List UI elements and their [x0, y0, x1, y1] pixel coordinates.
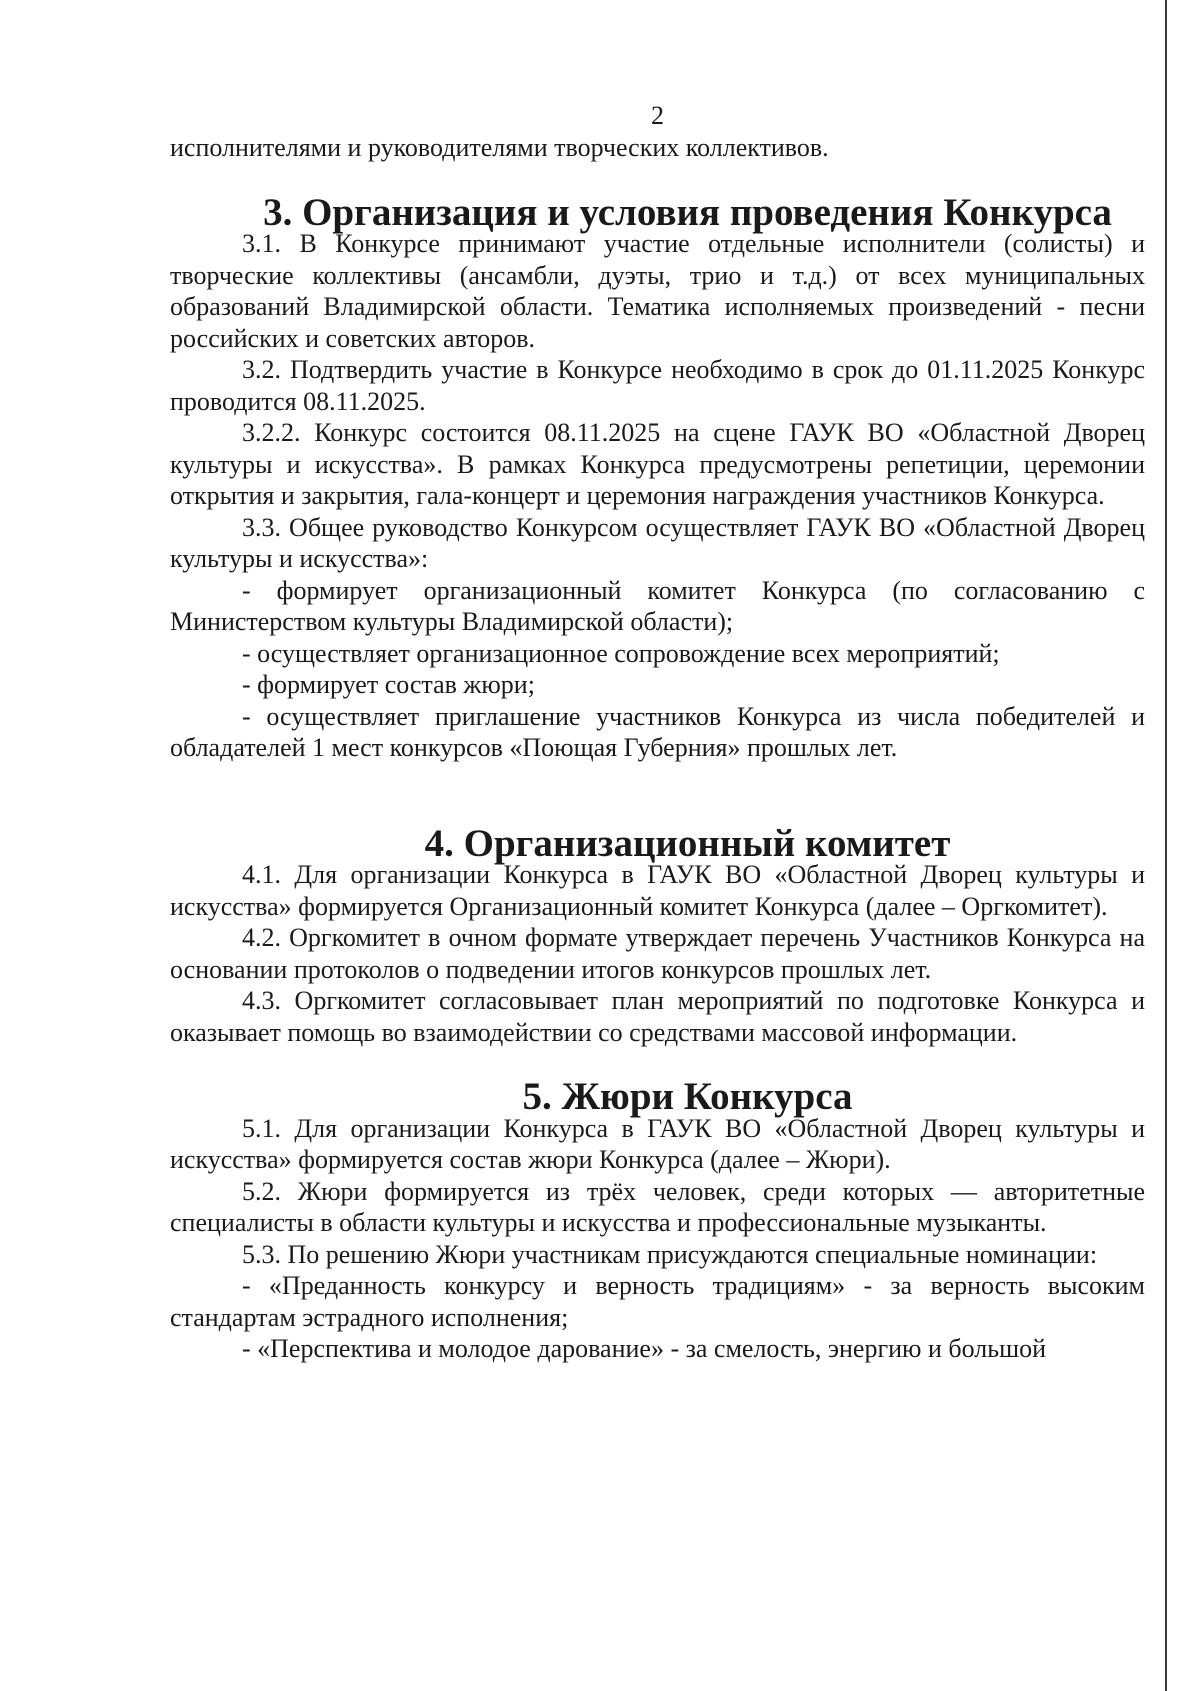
section-4-title: 4. Организационный комитет [424, 821, 951, 865]
paragraph-5-1: 5.1. Для организации Конкурса в ГАУК ВО «Областной Дворец культуры и искусства» формируется состав жюри Конкурса (далее – Жюри). [170, 1113, 1145, 1174]
list-item-nomination-tradition: - «Преданность конкурсу и верность традициям» - за верность высоким стандартам эстрадного исполнения; [170, 1271, 1145, 1332]
paragraph-5-3: 5.3. По решению Жюри участникам присуждаются специальные номинации: [242, 1239, 1098, 1269]
document-page [170, 100, 1145, 1365]
scan-page-edge [1165, 0, 1167, 1691]
paragraph-3-1: 3.1. В Конкурсе принимают участие отдельные исполнители (солисты) и творческие коллективы (ансамбли, дуэты, трио и т.д.) от всех муниципальных образований Владимирской области. Тематика исполняемых произведений - песни российских и советских авторов. [170, 229, 1145, 353]
list-item-nomination-perspective: - «Перспектива и молодое дарование» - за смелость, энергию и большой [242, 1334, 1047, 1363]
list-item-orgcommittee: - формирует организационный комитет Конкурса (по согласованию с Министерством культуры Владимирской области); [170, 575, 1145, 636]
paragraph-5-2: 5.2. Жюри формируется из трёх человек, среди которых — авторитетные специалисты в области культуры и искусства и профессиональные музыканты. [170, 1176, 1145, 1237]
paragraph-3-2-2: 3.2.2. Конкурс состоится 08.11.2025 на сцене ГАУК ВО «Областной Дворец культуры и искусства». В рамках Конкурса предусмотрены репетиции, церемонии открытия и закрытия, гала-концерт и церемония награждения участников Конкурса. [170, 418, 1145, 510]
paragraph-3-3: 3.3. Общее руководство Конкурсом осуществляет ГАУК ВО «Областной Дворец культуры и искусства»: [170, 512, 1145, 573]
paragraph-3-2: 3.2. Подтвердить участие в Конкурсе необходимо в срок до 01.11.2025 Конкурс проводится 08.11.2025. [170, 355, 1145, 416]
intro-line: исполнителями и руководителями творческих коллективов. [170, 133, 829, 162]
list-item-support: - осуществляет организационное сопровождение всех мероприятий; [242, 638, 1000, 668]
section-3-title: 3. Организация и условия проведения Конкурса [263, 190, 1112, 234]
paragraph-4-2: 4.2. Оргкомитет в очном формате утверждает перечень Участников Конкурса на основании протоколов о подведении итогов конкурсов прошлых лет. [170, 923, 1145, 984]
list-item-invitation: - осуществляет приглашение участников Конкурса из числа победителей и обладателей 1 мест конкурсов «Поющая Губерния» прошлых лет. [170, 701, 1145, 762]
paragraph-4-1: 4.1. Для организации Конкурса в ГАУК ВО «Областной Дворец культуры и искусства» формируется Организационный комитет Конкурса (далее – Оргкомитет). [170, 860, 1145, 921]
paragraph-4-3: 4.3. Оргкомитет согласовывает план мероприятий по подготовке Конкурса и оказывает помощь во взаимодействии со средствами массовой информации. [170, 986, 1145, 1047]
page-number: 2 [651, 101, 664, 130]
section-5-title: 5. Жюри Конкурса [522, 1075, 853, 1118]
list-item-jury: - формирует состав жюри; [242, 670, 535, 699]
